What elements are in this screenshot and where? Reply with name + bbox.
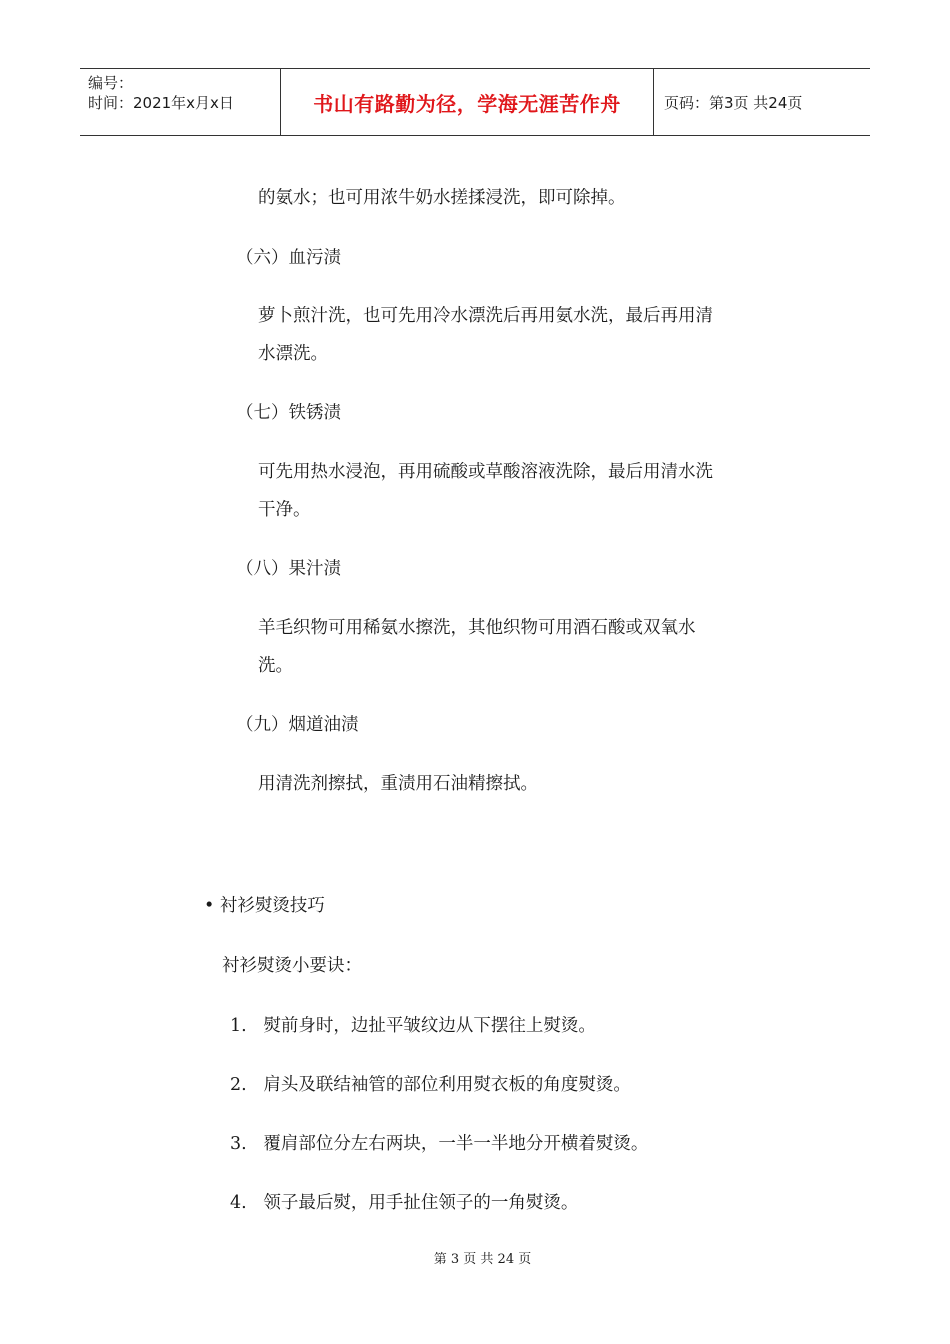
page-header [80, 68, 870, 136]
bullet-heading: • 衬衫熨烫技巧 [204, 896, 325, 916]
section-heading: （七）铁锈渍 [236, 403, 341, 423]
page-footer: 第 3 页 共 24 页 [433, 1252, 532, 1267]
list-item: 2. 肩头及联结袖管的部位利用熨衣板的角度熨烫。 [230, 1075, 631, 1095]
body-line: 洗。 [258, 656, 293, 676]
list-item: 3. 覆肩部位分左右两块，一半一半地分开横着熨烫。 [230, 1134, 649, 1154]
body-line: 羊毛织物可用稀氨水擦洗，其他织物可用酒石酸或双氧水 [258, 618, 696, 638]
body-line: 萝卜煎汁洗，也可先用冷水漂洗后再用氨水洗，最后再用清 [258, 306, 713, 326]
section-heading: （九）烟道油渍 [236, 715, 359, 735]
list-item: 1. 熨前身时，边扯平皱纹边从下摆往上熨烫。 [230, 1016, 596, 1036]
motto: 书山有路勤为径，学海无涯苦作舟 [281, 69, 654, 135]
body-line: 的氨水；也可用浓牛奶水搓揉浸洗，即可除掉。 [258, 188, 626, 208]
body-line: 用清洗剂擦拭，重渍用石油精擦拭。 [258, 774, 538, 794]
section-heading: （六）血污渍 [236, 248, 341, 268]
list-item: 4. 领子最后熨，用手扯住领子的一角熨烫。 [230, 1193, 579, 1213]
subheading: 衬衫熨烫小要诀： [222, 956, 362, 976]
body-line: 干净。 [258, 500, 311, 520]
page-info: 页码：第3页 共24页 [664, 93, 803, 112]
body-line: 水漂洗。 [258, 344, 328, 364]
section-heading: （八）果汁渍 [236, 559, 341, 579]
body-line: 可先用热水浸泡，再用硫酸或草酸溶液洗除，最后用清水洗 [258, 462, 713, 482]
number-label: 编号： [88, 74, 134, 92]
date-label: 时间：2021年x月x日 [88, 94, 234, 112]
header-meta [80, 69, 281, 135]
